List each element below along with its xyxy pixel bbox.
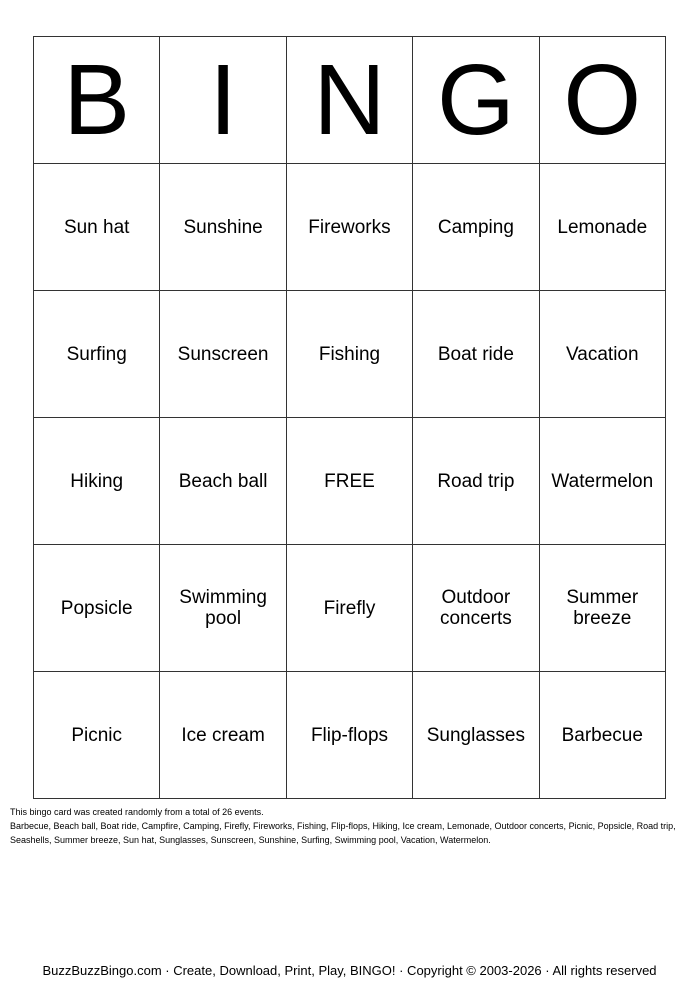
bingo-row — [34, 672, 666, 799]
bingo-cell: Flip-flops — [286, 672, 412, 799]
card-note — [10, 805, 690, 847]
bingo-cell: Boat ride — [413, 291, 539, 418]
bingo-cell: Lemonade — [539, 164, 665, 291]
bingo-cell: Picnic — [34, 672, 160, 799]
footer-text: BuzzBuzzBingo.com · Create, Download, Print, Play, BINGO! · Copyright © 2003-2026 · All rights reserved — [42, 963, 657, 978]
bingo-cell: Sunscreen — [160, 291, 286, 418]
bingo-cell: Surfing — [34, 291, 160, 418]
bingo-row — [34, 291, 666, 418]
bingo-cell: Fishing — [286, 291, 412, 418]
note-event-list: Barbecue, Beach ball, Boat ride, Campfire, Camping, Firefly, Fireworks, Fishing, Flip-flops, Hiking, Ice cream, Lemonade, Outdoor concerts, Picnic, Popsicle, Road trip, Seashells, Summer breeze, Sun hat, Sunglasses, Sunscreen, Sunshine, Surfing, Swimming pool, Vacation, Watermelon. — [10, 821, 676, 845]
note-summary: This bingo card was created randomly from a total of 26 events. — [10, 807, 264, 817]
bingo-cell: Camping — [413, 164, 539, 291]
header-letter: O — [539, 37, 665, 164]
bingo-cell: Firefly — [286, 545, 412, 672]
bingo-cell: Summer breeze — [539, 545, 665, 672]
bingo-cell: Hiking — [34, 418, 160, 545]
bingo-cell: Swimming pool — [160, 545, 286, 672]
bingo-cell: Ice cream — [160, 672, 286, 799]
bingo-cell: Sun hat — [34, 164, 160, 291]
header-letter: B — [34, 37, 160, 164]
header-letter: I — [160, 37, 286, 164]
bingo-cell: Sunglasses — [413, 672, 539, 799]
bingo-cell: Fireworks — [286, 164, 412, 291]
bingo-row — [34, 164, 666, 291]
bingo-card — [33, 36, 666, 799]
header-letter: G — [413, 37, 539, 164]
bingo-cell: Outdoor concerts — [413, 545, 539, 672]
bingo-cell: Sunshine — [160, 164, 286, 291]
bingo-cell: Vacation — [539, 291, 665, 418]
bingo-row — [34, 418, 666, 545]
bingo-row — [34, 545, 666, 672]
bingo-cell: Watermelon — [539, 418, 665, 545]
header-letter: N — [286, 37, 412, 164]
bingo-header-row — [34, 37, 666, 164]
free-cell: FREE — [286, 418, 412, 545]
bingo-cell: Popsicle — [34, 545, 160, 672]
bingo-cell: Road trip — [413, 418, 539, 545]
bingo-cell: Barbecue — [539, 672, 665, 799]
bingo-cell: Beach ball — [160, 418, 286, 545]
